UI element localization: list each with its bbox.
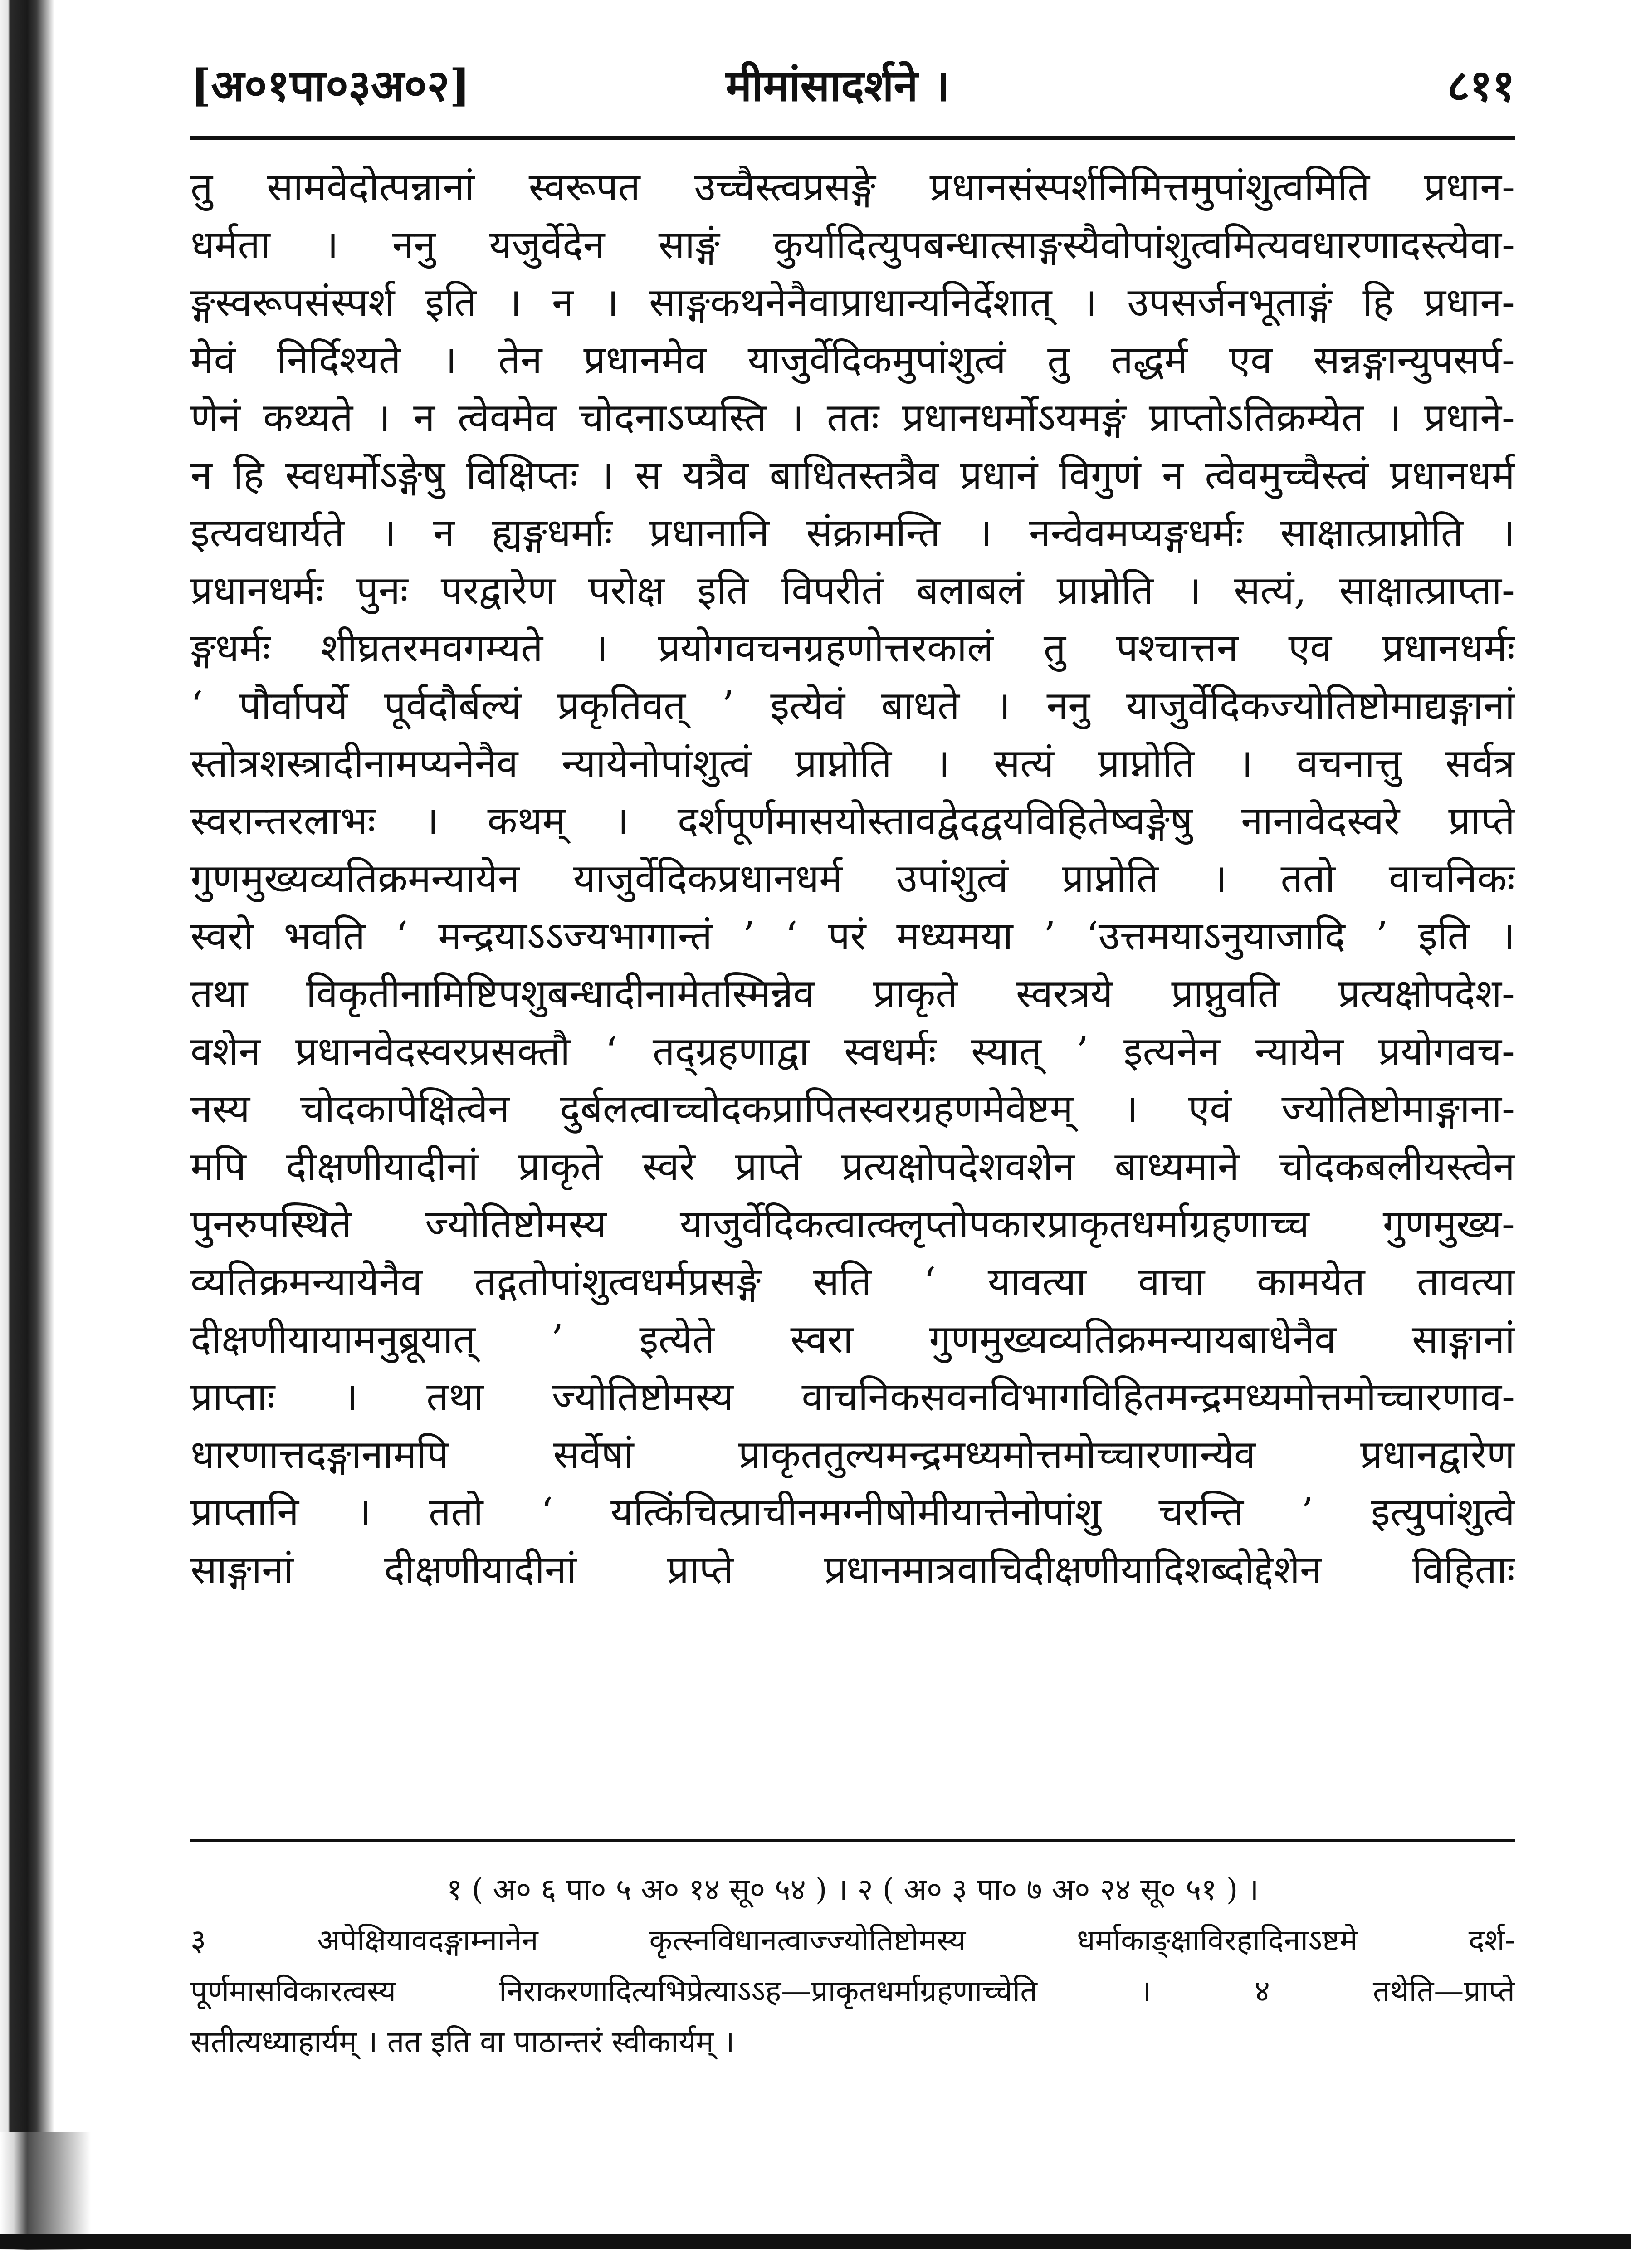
body-line: मपि दीक्षणीयादीनां प्राकृते स्वरे प्राप्ते प्रत्यक्षोपदेशवशेन बाध्यमाने चोदकबलीयस्त्वेन	[190, 1144, 1515, 1189]
running-title: मीमांसादर्शने ।	[726, 60, 950, 111]
header-rule	[190, 136, 1515, 140]
body-line: प्रधानधर्मः पुनः परद्वारेण परोक्ष इति विपरीतं बलाबलं प्राप्नोति । सत्यं, साक्षात्प्राप्ता-	[190, 568, 1515, 613]
body-line: प्राप्तानि । ततो ‘ यत्किंचित्प्राचीनमग्नीषोमीयात्तेनोपांशु चरन्ति ’ इत्युपांशुत्वे	[190, 1490, 1515, 1535]
scanned-page	[190, 27, 1515, 2195]
footnote-line: ३ अपेक्षियावदङ्गाम्नानेन कृत्स्नविधानत्वाज्ज्योतिष्टोमस्य धर्माकाङ्क्षाविरहादिनाऽष्टमे दर्श-	[190, 1923, 1515, 1958]
page-header	[190, 54, 1515, 118]
body-line: साङ्गानां दीक्षणीयादीनां प्राप्ते प्रधानमात्रवाचिदीक्षणीयादिशब्दोद्देशेन विहिताः	[190, 1547, 1515, 1593]
body-line: प्राप्ताः । तथा ज्योतिष्टोमस्य वाचनिकसवनविभागविहितमन्द्रमध्यमोत्तमोच्चारणाव-	[190, 1374, 1515, 1420]
body-line: पुनरुपस्थिते ज्योतिष्टोमस्य याजुर्वेदिकत्वात्क्लृप्तोपकारप्राकृतधर्माग्रहणाच्च गुणमुख्य-	[190, 1202, 1515, 1247]
body-line: इत्यवधार्यते । न ह्यङ्गधर्माः प्रधानानि संक्रामन्ति । नन्वेवमप्यङ्गधर्मः साक्षात्प्राप्नोति ।	[190, 510, 1515, 556]
body-line: स्तोत्रशस्त्रादीनामप्यनेनैव न्यायेनोपांशुत्वं प्राप्नोति । सत्यं प्राप्नोति । वचनात्तु सर्वत्र	[190, 741, 1515, 786]
body-line: धारणात्तदङ्गानामपि सर्वेषां प्राकृततुल्यमन्द्रमध्यमोत्तमोच्चारणान्येव प्रधानद्वारेण	[190, 1432, 1515, 1477]
body-line: ङ्गधर्मः शीघ्रतरमवगम्यते । प्रयोगवचनग्रहणोत्तरकालं तु पश्चात्तन एव प्रधानधर्मः	[190, 626, 1515, 671]
footnotes	[190, 1864, 1515, 2068]
book-spine-lower-shadow	[0, 2132, 91, 2250]
body-line: स्वरान्तरलाभः । कथम् । दर्शपूर्णमासयोस्तावद्वेदद्वयविहितेष्वङ्गेषु नानावेदस्वरे प्राप्ते	[190, 798, 1515, 844]
body-line: व्यतिक्रमन्यायेनैव तद्गतोपांशुत्वधर्मप्रसङ्गे सति ‘ यावत्या वाचा कामयेत तावत्या	[190, 1259, 1515, 1305]
page-number: ८११	[1447, 60, 1515, 111]
body-line: तथा विकृतीनामिष्टिपशुबन्धादीनामेतस्मिन्नेव प्राकृते स्वरत्रये प्राप्नुवति प्रत्यक्षोपदेश-	[190, 971, 1515, 1017]
body-line: ङ्गस्वरूपसंस्पर्श इति । न । साङ्गकथनेनैवाप्राधान्यनिर्देशात् । उपसर्जनभूताङ्गं हि प्रधान-	[190, 280, 1515, 325]
body-line: धर्मता । ननु यजुर्वेदेन साङ्गं कुर्यादित्युपबन्धात्साङ्गस्यैवोपांशुत्वमित्यवधारणादस्त्येवा-	[190, 222, 1515, 268]
body-line: स्वरो भवति ‘ मन्द्रयाऽऽज्यभागान्तं ’ ‘ परं मध्यमया ’ ‘उत्तमयाऽनुयाजादि ’ इति ।	[190, 914, 1515, 959]
body-line: दीक्षणीयायामनुब्रूयात् ’ इत्येते स्वरा गुणमुख्यव्यतिक्रमन्यायबाधेनैव साङ्गानां	[190, 1317, 1515, 1362]
commentary-body	[190, 159, 1515, 1599]
body-line: वशेन प्रधानवेदस्वरप्रसक्तौ ‘ तद्ग्रहणाद्वा स्वधर्मः स्यात् ’ इत्यनेन न्यायेन प्रयोगवच-	[190, 1029, 1515, 1074]
footnote-line: पूर्णमासविकारत्वस्य निराकरणादित्यभिप्रेत्याऽऽह—प्राकृतधर्माग्रहणाच्चेति । ४ तथेति—प्राप्ते	[190, 1974, 1515, 2009]
body-line: ‘ पौर्वापर्ये पूर्वदौर्बल्यं प्रकृतिवत् ’ इत्येवं बाधते । ननु याजुर्वेदिकज्योतिष्टोमाद्यङ्गानां	[190, 683, 1515, 728]
book-spine-shadow	[0, 0, 54, 2132]
chapter-reference: [अ०१पा०३अ०२]	[190, 60, 470, 111]
body-line: तु सामवेदोत्पन्नानां स्वरूपत उच्चैस्त्वप्रसङ्गे प्रधानसंस्पर्शनिमित्तमुपांशुत्वमिति प्रधान-	[190, 165, 1515, 210]
footnote-references: १ ( अ० ६ पा० ५ अ० १४ सू० ५४ ) । २ ( अ० ३ पा० ७ अ० २४ सू० ५१ ) ।	[446, 1872, 1259, 1907]
body-line: गुणमुख्यव्यतिक्रमन्यायेन याजुर्वेदिकप्रधानधर्म उपांशुत्वं प्राप्नोति । ततो वाचनिकः	[190, 856, 1515, 901]
footnote-rule	[190, 1839, 1515, 1842]
body-line: मेवं निर्दिश्यते । तेन प्रधानमेव याजुर्वेदिकमुपांशुत्वं तु तद्धर्म एव सन्नङ्गान्युपसर्प-	[190, 337, 1515, 383]
body-line: नस्य चोदकापेक्षित्वेन दुर्बलत्वाच्चोदकप्रापितस्वरग्रहणमेवेष्टम् । एवं ज्योतिष्टोमाङ्गाना-	[190, 1086, 1515, 1132]
footnote-line: सतीत्यध्याहार्यम् । तत इति वा पाठान्तरं स्वीकार्यम् ।	[190, 2024, 735, 2059]
body-line: न हि स्वधर्मोऽङ्गेषु विक्षिप्तः । स यत्रैव बाधितस्तत्रैव प्रधानं विगुणं न त्वेवमुच्चैस्त्वं प्रधानधर्म	[190, 453, 1515, 498]
scan-bottom-edge	[0, 2234, 1631, 2249]
body-line: णेनं कथ्यते । न त्वेवमेव चोदनाऽप्यस्ति । ततः प्रधानधर्मोऽयमङ्गं प्राप्तोऽतिक्रम्येत । प्रधाने-	[190, 395, 1515, 440]
